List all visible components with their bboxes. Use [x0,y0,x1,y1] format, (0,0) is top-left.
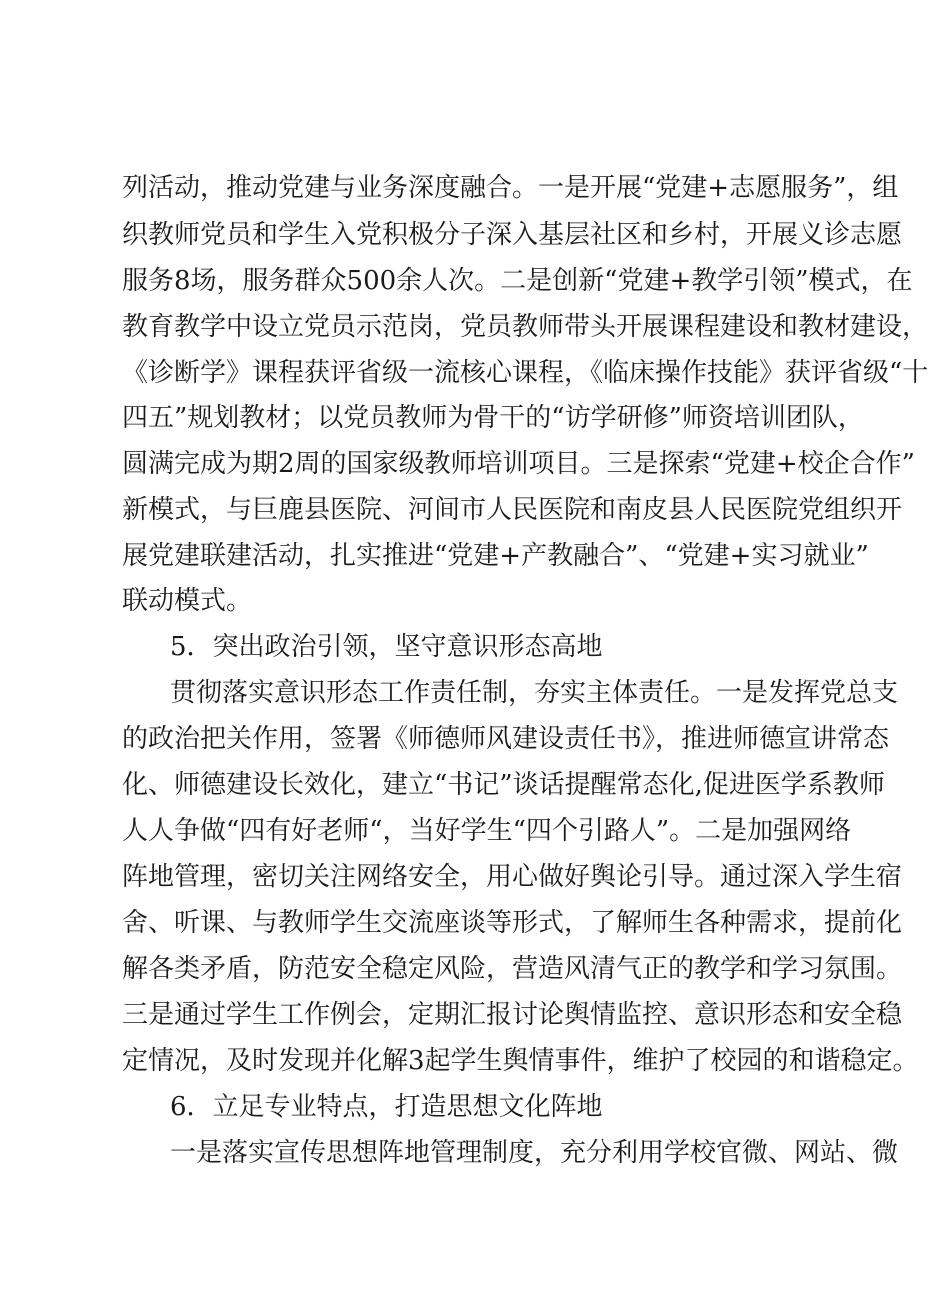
paragraph-line: 化、师德建设长效化，建立“书记”谈话提醒常态化,促进医学系教师 [122,770,885,800]
paragraph-line: 服务8场，服务群众500余人次。二是创新“党建+教学引领”模式，在 [122,266,913,296]
paragraph-line: 一是落实宣传思想阵地管理制度，充分利用学校官微、网站、微 [170,1138,899,1168]
paragraph-line: 《诊断学》课程获评省级一流核心课程，《临床操作技能》获评省级“十 [122,358,928,388]
paragraph-line: 贯彻落实意识形态工作责任制，夯实主体责任。一是发挥党总支 [170,678,899,708]
paragraph-line: 人人争做“四有好老师“，当好学生“四个引路人”。二是加强网络 [122,816,852,846]
paragraph-line: 定情况，及时发现并化解3起学生舆情事件，维护了校园的和谐稳定。 [122,1046,919,1076]
paragraph-line: 织教师党员和学生入党积极分子深入基层社区和乡村，开展义诊志愿 [122,220,903,250]
paragraph-line: 的政治把关作用，签署《师德师风建设责任书》，推进师德宣讲常态 [122,724,890,754]
paragraph-line: 教育教学中设立党员示范岗，党员教师带头开展课程建设和教材建设， [122,312,928,342]
paragraph-line: 列活动，推动党建与业务深度融合。一是开展“党建+志愿服务”，组 [122,173,899,203]
paragraph-line: 展党建联建活动，扎实推进“党建+产教融合”、“党建+实习就业” [122,541,869,571]
paragraph-line: 联动模式。 [122,586,253,616]
paragraph-line: 三是通过学生工作例会，定期汇报讨论舆情监控、意识形态和安全稳 [122,1000,903,1030]
paragraph-line: 新模式，与巨鹿县医院、河间市人民医院和南皮县人民医院党组织开 [122,495,903,525]
paragraph-line: 解各类矛盾，防范安全稳定风险，营造风清气正的教学和学习氛围。 [122,954,903,984]
paragraph-line: 舍、听课、与教师学生交流座谈等形式，了解师生各种需求，提前化 [122,908,903,938]
paragraph-line: 四五”规划教材；以党员教师为骨干的“访学研修”师资培训团队， [122,403,864,433]
paragraph-line: 阵地管理，密切关注网络安全，用心做好舆论引导。通过深入学生宿 [122,862,903,892]
section-heading: 5．突出政治引领，坚守意识形态高地 [170,632,603,662]
section-heading: 6．立足专业特点，打造思想文化阵地 [170,1092,603,1122]
paragraph-line: 圆满完成为期2周的国家级教师培训项目。三是探索“党建+校企合作” [122,449,915,479]
